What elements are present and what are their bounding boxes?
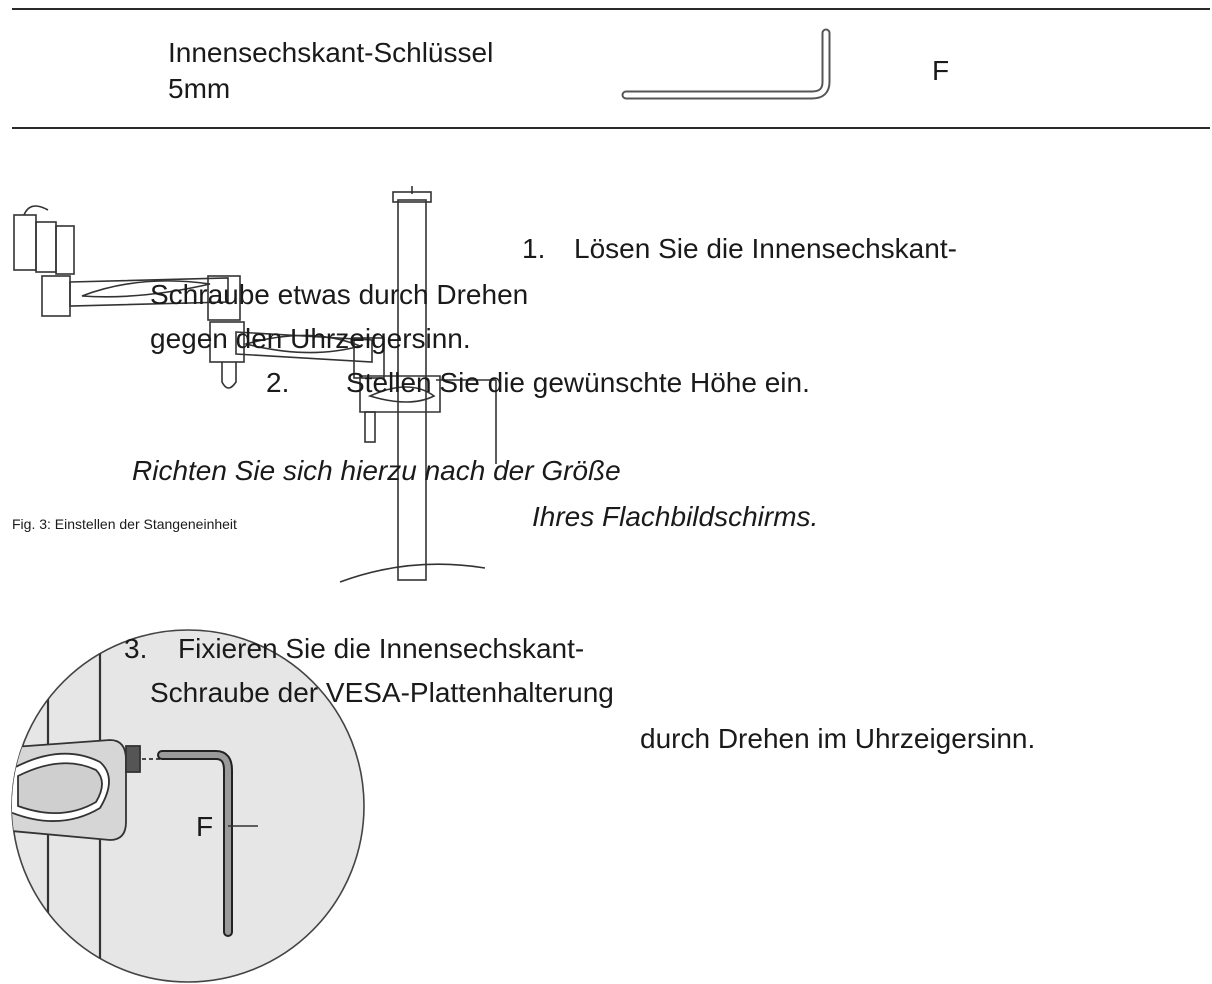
step3-line1: Fixieren Sie die Innensechskant- — [178, 633, 585, 664]
tool-letter: F — [932, 55, 950, 86]
step1-line3: gegen den Uhrzeigersinn. — [150, 323, 471, 354]
step3-line2: Schraube der VESA-Plattenhalterung — [150, 677, 614, 708]
tool-name-line2: 5mm — [168, 73, 231, 104]
step1-number: 1. — [522, 233, 546, 264]
callout-letter-f: F — [196, 811, 214, 842]
step3-number: 3. — [124, 633, 148, 664]
step2-number: 2. — [266, 367, 290, 398]
note-line1: Richten Sie sich hierzu nach der Größe — [132, 455, 621, 486]
step3-line3: durch Drehen im Uhrzeigersinn. — [640, 723, 1036, 754]
step1-line1: Lösen Sie die Innensechskant- — [574, 233, 957, 264]
note-line2: Ihres Flachbildschirms. — [532, 501, 819, 532]
step1-line2: Schraube etwas durch Drehen — [150, 279, 529, 310]
step2-text: Stellen Sie die gewünschte Höhe ein. — [346, 367, 810, 398]
tool-name-line1: Innensechskant-Schlüssel — [168, 37, 494, 68]
figure-caption: Fig. 3: Einstellen der Stangeneinheit — [12, 516, 237, 532]
